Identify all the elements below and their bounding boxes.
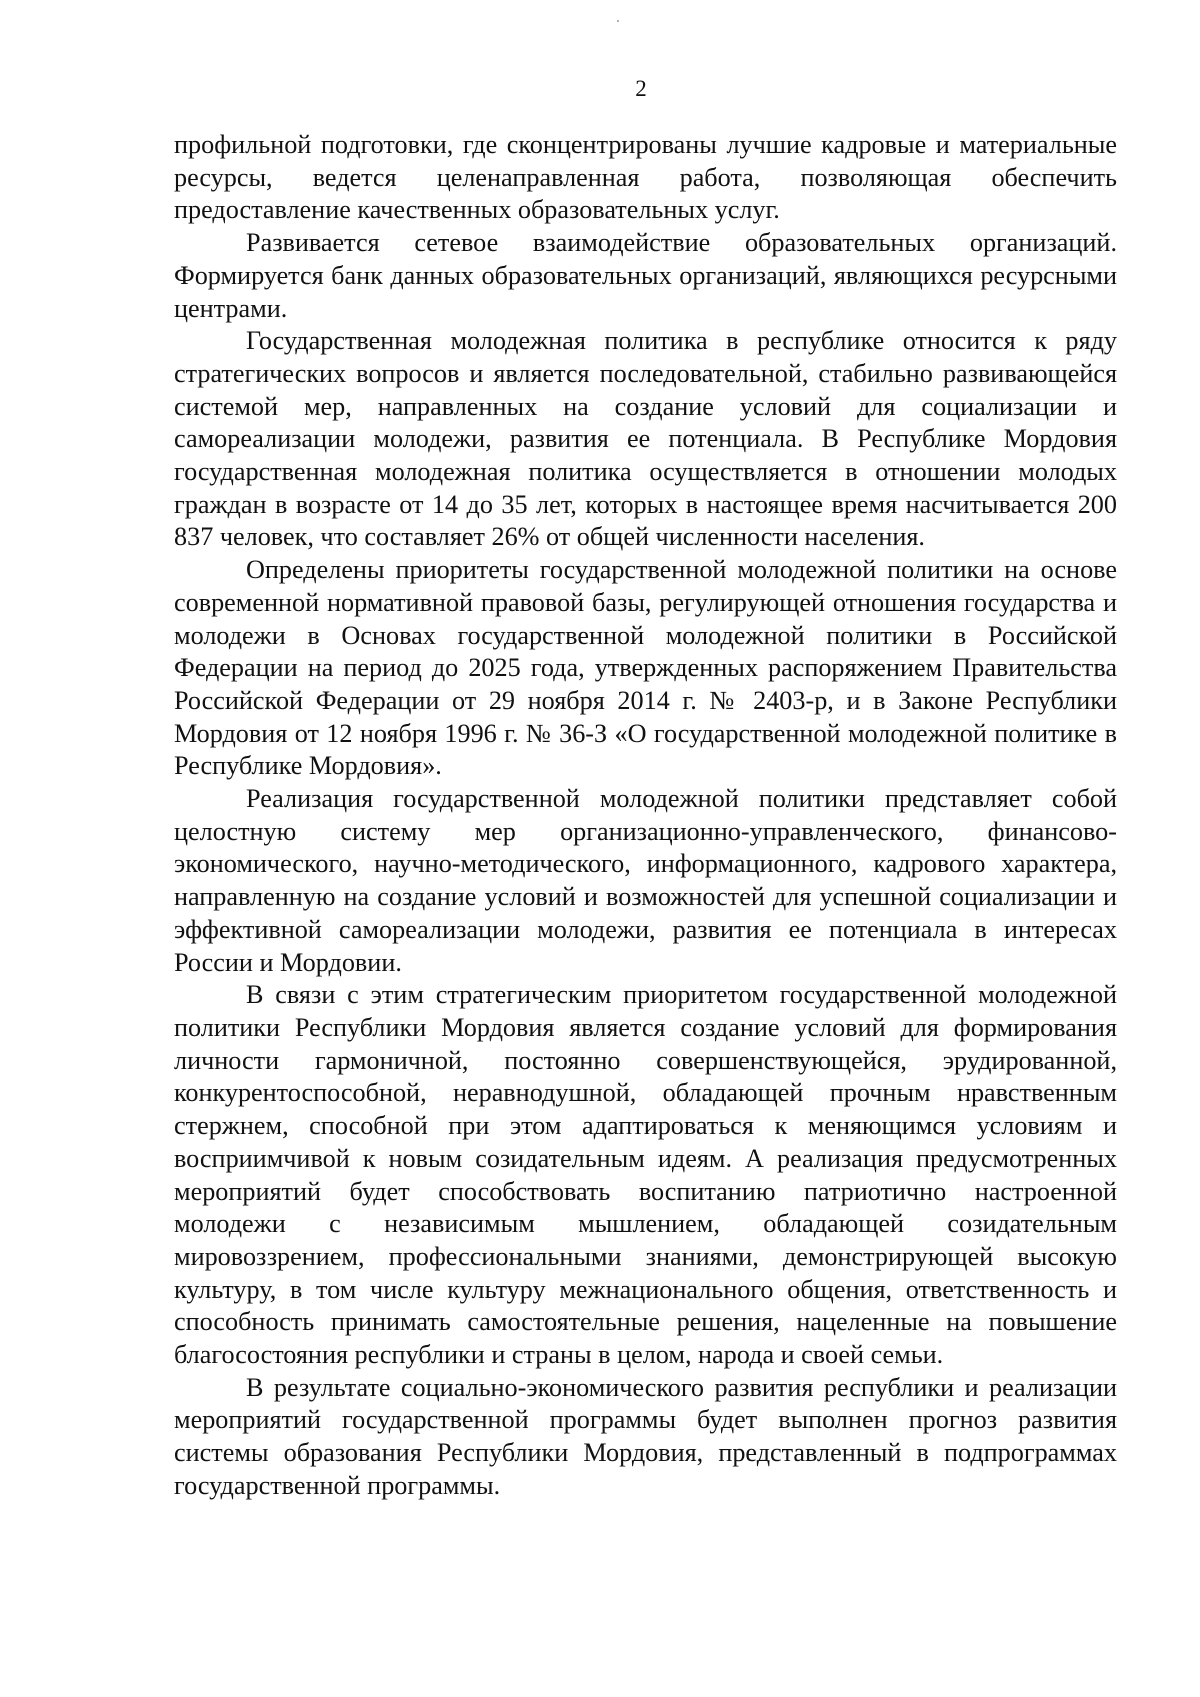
paragraph-youth-policy: Государственная молодежная политика в республике относится к ряду стратегических вопросов и является последовательной, стабильно развивающейся системой мер, направленных на создание условий для социализации и самореализации молодежи, развития ее потенциала. В Республике Мордовия государственная молодежная политика осуществляется в отношении молодых граждан в возрасте от 14 до 35 лет, которых в настоящее время насчитывается 200 837 человек, что составляет 26% от общей численности населения. bbox=[174, 326, 1117, 552]
paragraph-strategic-priority: В связи с этим стратегическим приоритетом государственной молодежной политики Республики Мордовия является создание условий для формирования личности гармоничной, постоянно совершенствующейся, эрудированной, конкурентоспособной, неравнодушной, обладающей прочным нравственным стержнем, способной при этом адаптироваться к меняющимся условиям и восприимчивой к новым созидательным идеям. А реализация предусмотренных мероприятий будет способствовать воспитанию патриотично настроенной молодежи с независимым мышлением, обладающей созидательным мировоззрением, профессиональными знаниями, демонстрирующей высокую культуру, в том числе культуру межнационального общения, ответственность и способность принимать самостоятельные решения, нацеленные на повышение благосостояния республики и страны в целом, народа и своей семьи. bbox=[174, 980, 1117, 1370]
paragraph-result: В результате социально-экономического развития республики и реализации мероприятий государственной программы будет выполнен прогноз развития системы образования Республики Мордовия, представленный в подпрограммах государственной программы. bbox=[174, 1372, 1117, 1500]
paragraph-continuation: профильной подготовки, где сконцентрированы лучшие кадровые и материальные ресурсы, ведется целенаправленная работа, позволяющая обеспечить предоставление качественных образовательных услуг. bbox=[174, 130, 1117, 225]
paragraph-network-interaction: Развивается сетевое взаимодействие образовательных организаций. Формируется банк данных образовательных организаций, являющихся ресурсными центрами. bbox=[174, 228, 1117, 323]
paragraph-implementation: Реализация государственной молодежной политики представляет собой целостную систему мер организационно-управленческого, финансово-экономического, научно-методического, информационного, кадрового характера, направленную на создание условий и возможностей для успешной социализации и эффективной самореализации молодежи, развития ее потенциала в интересах России и Мордовии. bbox=[174, 784, 1117, 977]
document-body bbox=[174, 129, 1117, 1503]
scan-speck bbox=[617, 20, 619, 22]
page-number: 2 bbox=[635, 76, 647, 101]
paragraph-priorities: Определены приоритеты государственной молодежной политики на основе современной нормативной правовой базы, регулирующей отношения государства и молодежи в Основах государственной молодежной политики в Российской Федерации на период до 2025 года, утвержденных распоряжением Правительства Российской Федерации от 29 ноября 2014 г. № 2403-р, и в Законе Республики Мордовия от 12 ноября 1996 г. № 36-З «О государственной молодежной политике в Республике Мордовия». bbox=[174, 555, 1117, 781]
